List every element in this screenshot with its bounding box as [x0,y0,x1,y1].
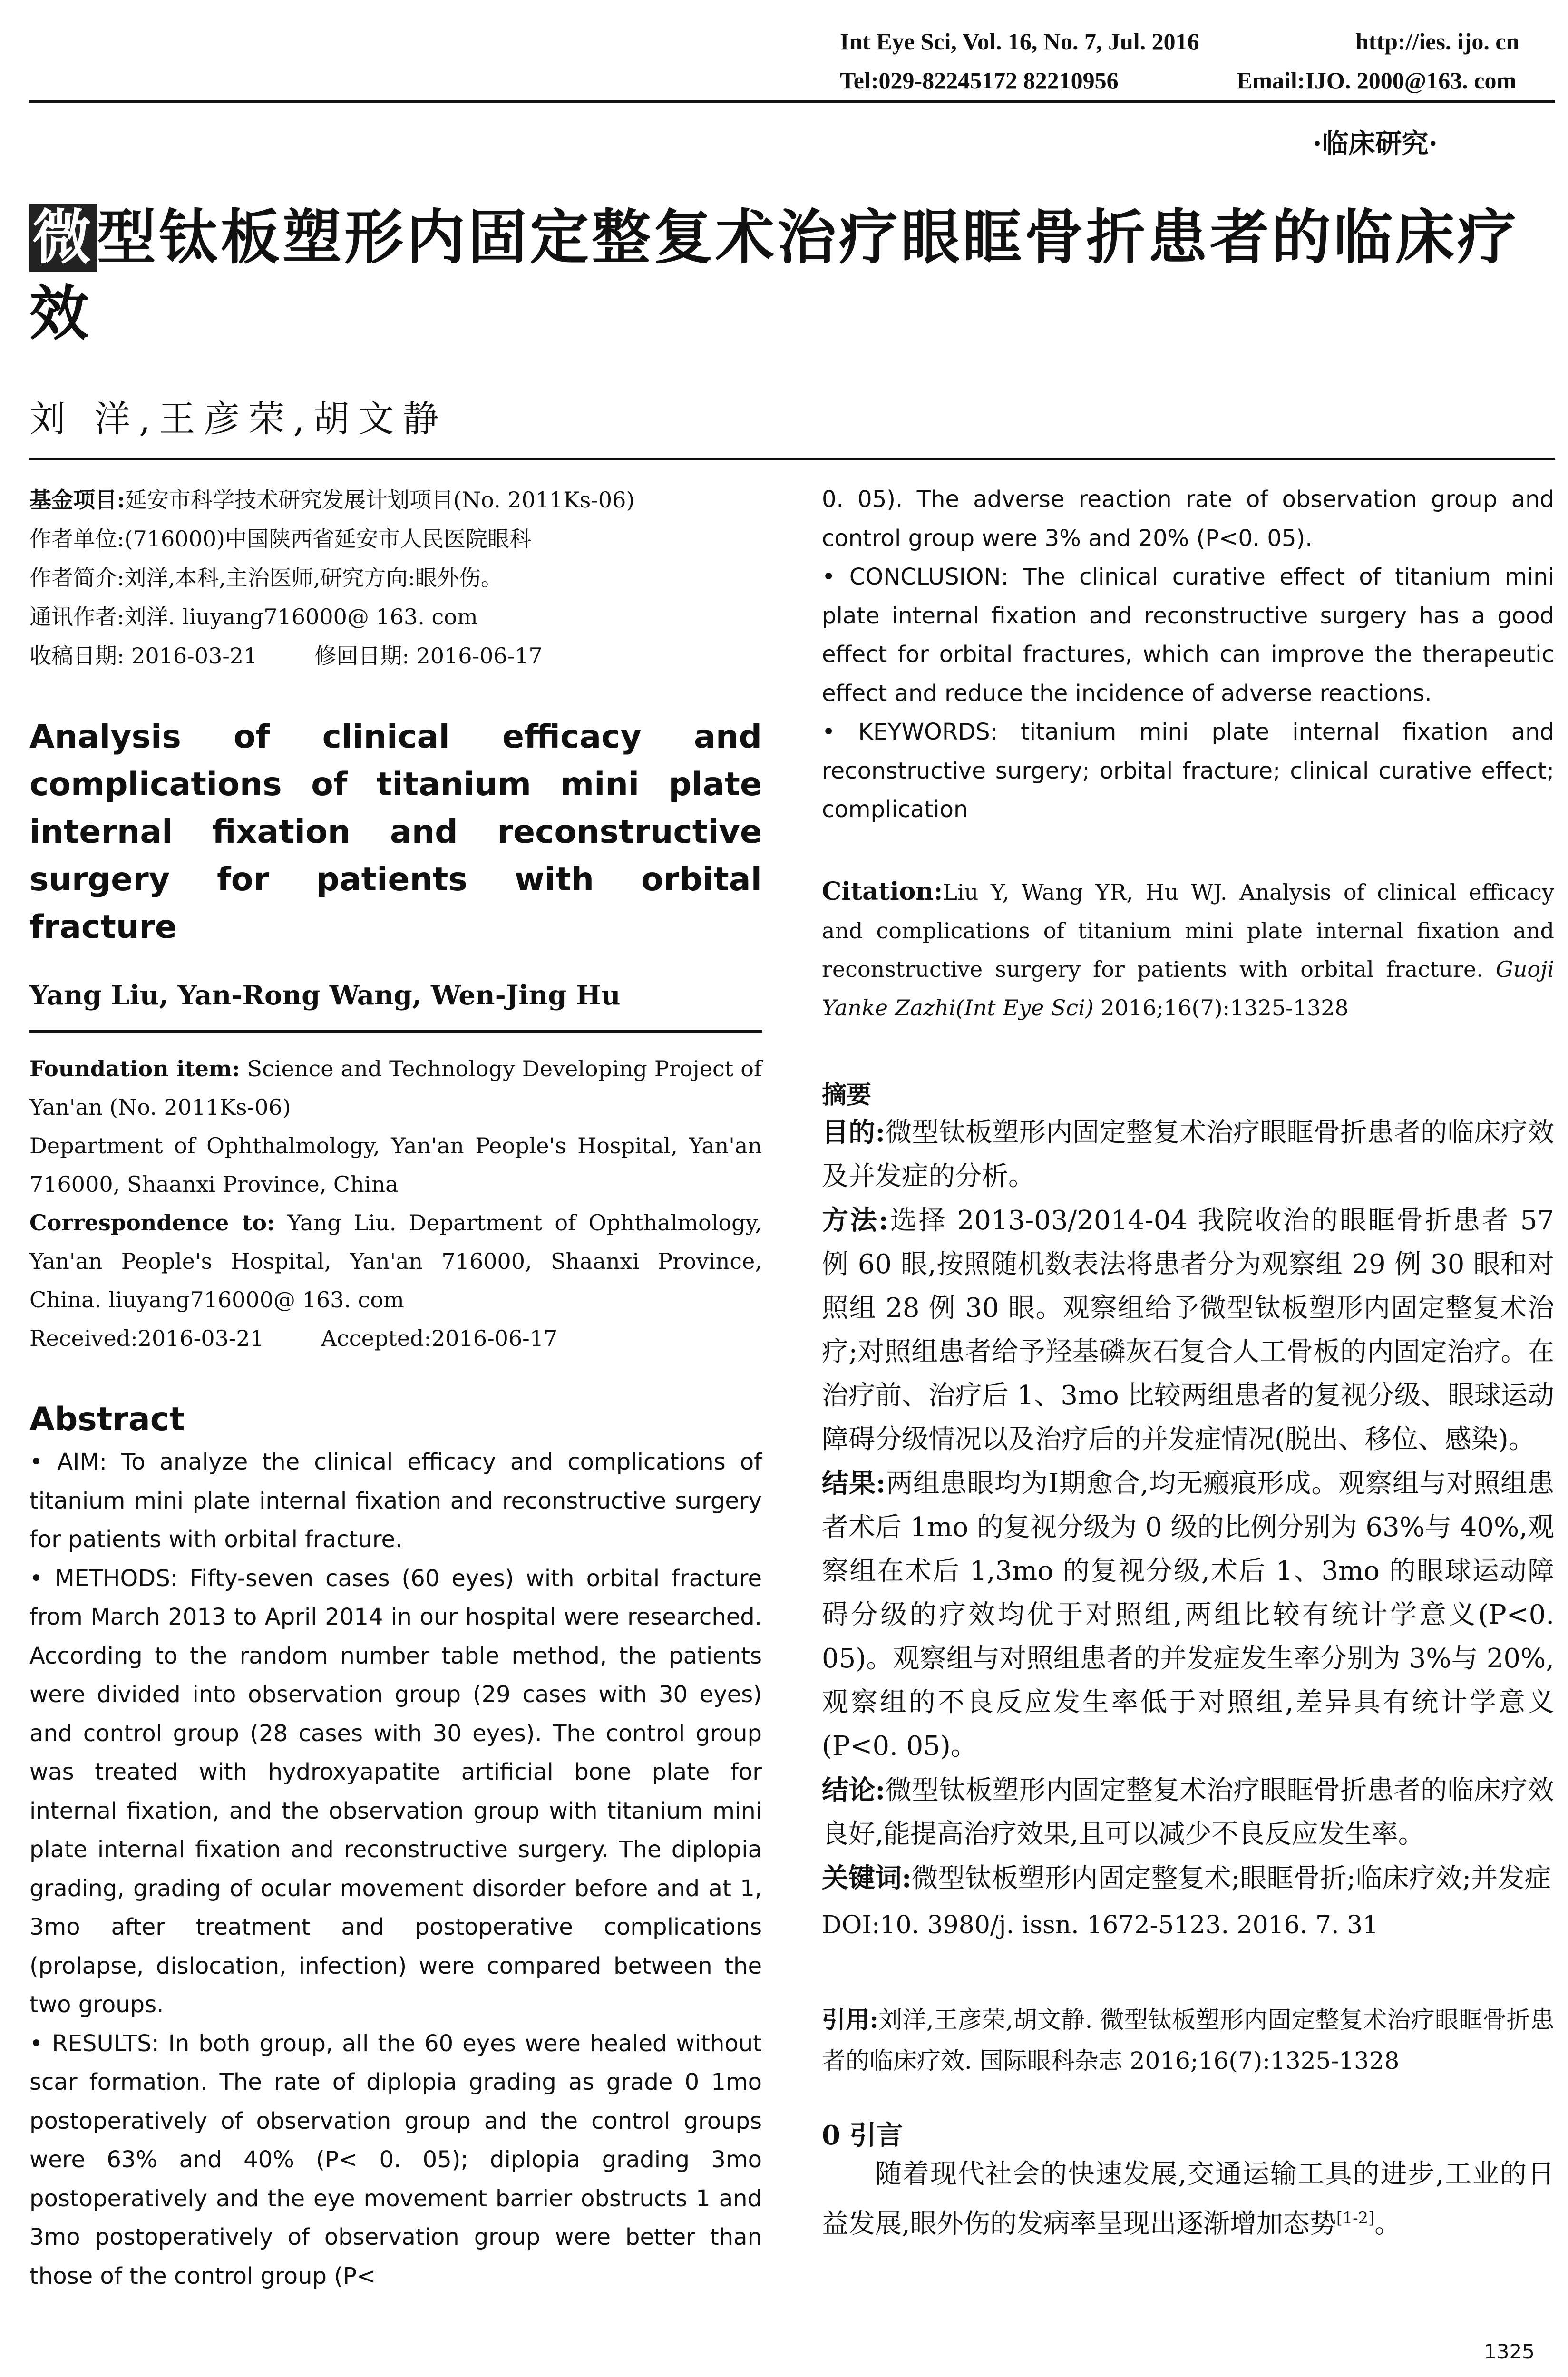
author-rule [29,1030,762,1033]
abstract-methods: • METHODS: Fifty-seven cases (60 eyes) with orbital fracture from March 2013 to April 2014 in our hospital were researched. According to the random number table method, the patients were divided into observation group (29 cases with 30 eyes) and control group (28 cases with 30 eyes). The control group was treated with hydroxyapatite artificial bone plate for internal fixation, and the observation group with titanium mini plate internal fixation and reconstructive surgery. The diplopia grading, grading of ocular movement disorder before and at 1, 3mo after treatment and postoperative complications (prolapse, dislocation, infection) were compared between the two groups. [29,1565,762,2018]
cn-conclusion: 结论:微型钛板塑形内固定整复术治疗眼眶骨折患者的临床疗效良好,能提高治疗效果,且可以减少不良反应发生率。 [822,1774,1555,1850]
cn-aim: 目的:微型钛板塑形内固定整复术治疗眼眶骨折患者的临床疗效及并发症的分析。 [822,1116,1555,1192]
corr-line: 通讯作者:刘洋. liuyang716000@ 163. com [29,604,478,630]
page-number: 1325 [1484,2340,1535,2363]
abstract-conclusion: • CONCLUSION: The clinical curative effect of titanium mini plate internal fixation and reconstructive surgery has a good effect for orbital fractures, which can improve the therapeutic effect and reduce the incidence of adverse reactions. [822,564,1554,707]
left-column [29,480,762,2296]
cn-abstract-heading: 摘要 [822,1080,872,1110]
cn-keywords: 关键词:微型钛板塑形内固定整复术;眼眶骨折;临床疗效;并发症 [822,1862,1551,1894]
title-rest: 型钛板塑形内固定整复术治疗眼眶骨折患者的临床疗效 [29,204,1519,348]
title-rule [29,458,1555,460]
unit-line: 作者单位:(716000)中国陕西省延安市人民医院眼科 [29,526,531,552]
abstract-results-cont: 0. 05). The adverse reaction rate of observation group and control group were 3% and 20% (P<0. 05). [822,486,1554,552]
reference-marker[interactable]: [1-2] [1336,2208,1375,2227]
journal-info: Int Eye Sci, Vol. 16, No. 7, Jul. 2016 [840,28,1199,55]
abstract-heading: Abstract [29,1401,185,1438]
dates-line: 收稿日期: 2016-03-21 修回日期: 2016-06-17 [29,643,543,669]
title-first-char: 微 [29,204,97,272]
abstract-aim: • AIM: To analyze the clinical efficacy and complications of titanium mini plate internal fixation and reconstructive surgery for patients with orbital fracture. [29,1449,762,1553]
english-authors: Yang Liu, Yan-Rong Wang, Wen-Jing Hu [29,980,621,1011]
dept-line: Department of Ophthalmology, Yan'an People's Hospital, Yan'an 716000, Shaanxi Province, China [29,1133,762,1197]
cn-info [29,480,762,675]
cn-results: 结果:两组患眼均为Ⅰ期愈合,均无瘢痕形成。观察组与对照组患者术后 1mo 的复视分级为 0 级的比例分别为 63%与 40%,观察组在术后 1,3mo 的复视分级,术后 1、3mo 的眼球运动障碍分级的疗效均优于对照组,两组比较有统计学意义(P<0. 05)。观察组与对照组患者的并发症发生率分别为 3%与 20%,观察组的不良反应发生率低于对照组,差异具有统计学意义(P<0. 05)。 [822,1467,1554,1762]
funding-line: 基金项目:延安市科学技术研究发展计划项目(No. 2011Ks-06) [29,487,635,513]
journal-url[interactable]: http://ies. ijo. cn [1355,28,1519,55]
english-info [29,1050,762,1358]
section-tag: ·临床研究· [1313,128,1438,159]
header-rule [29,100,1555,103]
foundation-line: Foundation item: Science and Technology Developing Project of Yan'an (No. 2011Ks-06) [29,1056,762,1120]
journal-email: Email:IJO. 2000@163. com [1237,67,1517,94]
received-line: Received:2016-03-21 Accepted:2016-06-17 [29,1325,558,1351]
correspondence-line: Correspondence to: Yang Liu. Department of Ophthalmology, Yan'an People's Hospital, Yan'an 716000, Shaanxi Province, China. liuyang716000@ 163. com [29,1210,762,1313]
cn-citation: 引用:刘洋,王彦荣,胡文静. 微型钛板塑形内固定整复术治疗眼眶骨折患者的临床疗效. 国际眼科杂志 2016;16(7):1325-1328 [822,2005,1554,2075]
page-title [29,200,1561,352]
abstract-results: • RESULTS: In both group, all the 60 eyes were healed without scar formation. The rate of diplopia grading as grade 0 1mo postoperatively of observation group and the control groups were 63% and 40% (P< 0. 05); diplopia grading 3mo postoperatively and the eye movement barrier obstructs 1 and 3mo postoperatively of observation group were better than those of the control group (P< [29,2030,762,2289]
right-column [822,480,1554,2246]
authors-cn: 刘 洋,王彦荣,胡文静 [29,398,448,440]
abstract-keywords: • KEYWORDS: titanium mini plate internal fixation and reconstructive surgery; orbital fracture; clinical curative effect; complication [822,719,1554,823]
cn-methods: 方法:选择 2013-03/2014-04 我院收治的眼眶骨折患者 57 例 60 眼,按照随机数表法将患者分为观察组 29 例 30 眼和对照组 28 例 30 眼。观察组给予微型钛板塑形内固定整复术治疗;对照组患者给予羟基磷灰石复合人工骨板的内固定治疗。在治疗前、治疗后 1、3mo 比较两组患者的复视分级、眼球运动障碍分级情况以及治疗后的并发症情况(脱出、移位、感染)。 [822,1204,1555,1455]
bio-line: 作者简介:刘洋,本科,主治医师,研究方向:眼外伤。 [29,565,503,591]
intro-text: 随着现代社会的快速发展,交通运输工具的进步,工业的日益发展,眼外伤的发病率呈现出逐渐增加态势[1-2]。 [822,2158,1554,2240]
english-title: Analysis of clinical efficacy and complications of titanium mini plate internal fixation and reconstructive surgery for patients with orbital fracture [29,718,762,946]
doi: DOI:10. 3980/j. issn. 1672-5123. 2016. 7. 31 [822,1910,1379,1939]
intro-heading: 0 引言 [822,2119,903,2151]
journal-tel: Tel:029-82245172 82210956 [840,67,1119,94]
citation: Citation:Liu Y, Wang YR, Hu WJ. Analysis of clinical efficacy and complications of titanium mini plate internal fixation and reconstructive surgery for patients with orbital fracture. Guoji Yanke Zazhi(Int Eye Sci) 2016;16(7):1325-1328 [822,877,1554,1021]
